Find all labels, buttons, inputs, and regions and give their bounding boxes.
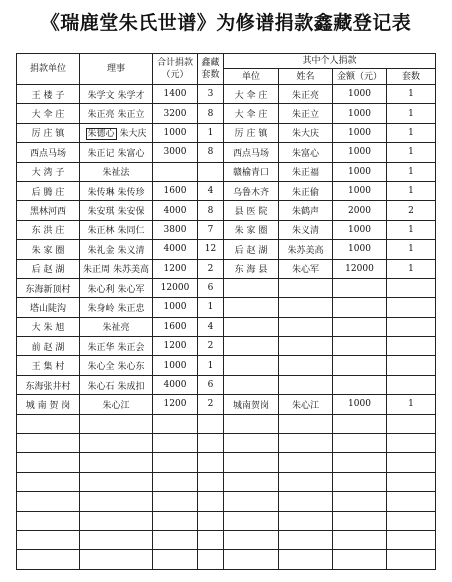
manager-name: 朱学文 <box>87 90 115 101</box>
table-row <box>17 356 436 375</box>
empty-cell <box>198 414 224 433</box>
cell-unit: 黑林河西 <box>17 201 80 220</box>
cell-managers <box>80 181 153 200</box>
manager-name: 朱祉法 <box>102 168 130 179</box>
empty-cell <box>153 492 198 511</box>
cell-sets: 6 <box>198 375 224 394</box>
empty-cell <box>387 550 436 569</box>
cell-managers <box>80 278 153 297</box>
cell-total: 1600 <box>153 317 198 336</box>
empty-cell <box>224 550 279 569</box>
table-row <box>17 240 436 259</box>
cell-i-unit: 后 赵 湖 <box>224 240 279 259</box>
cell-i-unit: 县 医 院 <box>224 201 279 220</box>
manager-name: 朱祉亮 <box>102 323 130 334</box>
cell-managers <box>80 220 153 239</box>
cell-sets: 3 <box>198 85 224 104</box>
empty-cell <box>198 434 224 453</box>
empty-cell <box>80 511 153 530</box>
manager-name: 朱大庆 <box>119 129 147 140</box>
cell-i-sets: 1 <box>387 123 436 142</box>
empty-cell <box>17 434 80 453</box>
manager-name: 朱身岭 <box>87 303 115 314</box>
table-row <box>17 162 436 181</box>
cell-i-unit <box>224 298 279 317</box>
header-sets-line2: 套数 <box>201 70 220 80</box>
cell-managers <box>80 395 153 414</box>
cell-total <box>153 162 198 181</box>
empty-cell <box>224 511 279 530</box>
cell-i-unit: 大 伞 庄 <box>224 85 279 104</box>
cell-managers <box>80 123 153 142</box>
table-row <box>17 104 436 123</box>
empty-cell <box>198 511 224 530</box>
cell-total: 1000 <box>153 356 198 375</box>
cell-sets: 2 <box>198 395 224 414</box>
cell-i-amount: 1000 <box>333 162 387 181</box>
header-i-name: 姓名 <box>279 69 333 85</box>
empty-row <box>17 530 436 549</box>
cell-unit: 城 南 贺 岗 <box>17 395 80 414</box>
cell-unit: 后 赵 湖 <box>17 259 80 278</box>
cell-sets: 1 <box>198 123 224 142</box>
empty-row <box>17 492 436 511</box>
manager-name: 朱富心 <box>117 148 145 159</box>
cell-sets: 12 <box>198 240 224 259</box>
empty-cell <box>17 414 80 433</box>
cell-sets: 4 <box>198 181 224 200</box>
cell-i-amount: 1000 <box>333 85 387 104</box>
manager-name: 朱正忠 <box>117 303 145 314</box>
cell-i-sets: 1 <box>387 143 436 162</box>
empty-cell <box>153 511 198 530</box>
cell-managers <box>80 375 153 394</box>
cell-sets: 8 <box>198 201 224 220</box>
table-row <box>17 375 436 394</box>
cell-i-name <box>279 356 333 375</box>
cell-i-name <box>279 278 333 297</box>
page-title: 《瑞鹿堂朱氏世谱》为修谱捐款鑫藏登记表 <box>40 12 412 34</box>
cell-total: 3200 <box>153 104 198 123</box>
manager-name: 朱心利 <box>87 284 115 295</box>
cell-i-unit: 赣榆青口 <box>224 162 279 181</box>
table-row <box>17 85 436 104</box>
empty-cell <box>333 530 387 549</box>
header-i-amount: 金额（元） <box>333 69 387 85</box>
cell-i-sets <box>387 298 436 317</box>
cell-i-amount: 1000 <box>333 220 387 239</box>
cell-managers <box>80 259 153 278</box>
cell-i-unit: 朱 家 圈 <box>224 220 279 239</box>
empty-cell <box>153 530 198 549</box>
empty-cell <box>279 550 333 569</box>
cell-i-sets: 2 <box>387 201 436 220</box>
cell-unit: 西点马场 <box>17 143 80 162</box>
cell-total: 1200 <box>153 395 198 414</box>
manager-name: 朱传琳 <box>87 187 115 198</box>
cell-i-name <box>279 298 333 317</box>
table-row <box>17 298 436 317</box>
cell-total: 1200 <box>153 337 198 356</box>
empty-row <box>17 414 436 433</box>
empty-cell <box>80 472 153 491</box>
cell-sets <box>198 162 224 181</box>
manager-name: 朱正华 <box>87 342 115 353</box>
cell-managers <box>80 143 153 162</box>
header-individual: 其中个人捐款 <box>224 54 436 69</box>
cell-i-name <box>279 375 333 394</box>
manager-name: 朱心江 <box>102 400 130 411</box>
cell-unit: 前 赵 湖 <box>17 337 80 356</box>
empty-cell <box>279 511 333 530</box>
cell-i-name: 朱正福 <box>279 162 333 181</box>
cell-i-name: 朱大庆 <box>279 123 333 142</box>
cell-i-unit <box>224 278 279 297</box>
table-row <box>17 259 436 278</box>
empty-cell <box>198 492 224 511</box>
cell-unit: 王 楼 子 <box>17 85 80 104</box>
empty-cell <box>333 492 387 511</box>
empty-cell <box>17 530 80 549</box>
cell-total: 1000 <box>153 123 198 142</box>
cell-managers <box>80 317 153 336</box>
cell-i-amount <box>333 337 387 356</box>
manager-name: 朱成扣 <box>117 381 145 392</box>
cell-managers <box>80 298 153 317</box>
empty-cell <box>153 472 198 491</box>
empty-cell <box>224 472 279 491</box>
table-row <box>17 123 436 142</box>
cell-i-amount <box>333 298 387 317</box>
empty-cell <box>279 453 333 472</box>
cell-total: 3000 <box>153 143 198 162</box>
manager-name: 朱正记 <box>87 148 115 159</box>
cell-i-amount: 1000 <box>333 104 387 123</box>
cell-total: 12000 <box>153 278 198 297</box>
empty-cell <box>387 492 436 511</box>
cell-sets: 8 <box>198 104 224 123</box>
manager-name: 朱心全 <box>87 362 115 373</box>
table-row <box>17 337 436 356</box>
cell-i-unit <box>224 317 279 336</box>
empty-cell <box>387 511 436 530</box>
cell-i-sets <box>387 375 436 394</box>
cell-i-sets <box>387 278 436 297</box>
cell-managers <box>80 356 153 375</box>
manager-name: 朱心军 <box>117 284 145 295</box>
cell-total: 1000 <box>153 298 198 317</box>
cell-unit: 王 集 村 <box>17 356 80 375</box>
cell-i-amount: 1000 <box>333 240 387 259</box>
cell-i-amount: 1000 <box>333 143 387 162</box>
header-managers: 理事 <box>80 54 153 85</box>
cell-i-amount: 1000 <box>333 123 387 142</box>
cell-i-name: 朱苏美高 <box>279 240 333 259</box>
empty-cell <box>224 530 279 549</box>
cell-i-amount: 1000 <box>333 395 387 414</box>
header-sets <box>198 54 224 85</box>
cell-i-unit: 厉 庄 镇 <box>224 123 279 142</box>
empty-cell <box>17 453 80 472</box>
cell-i-unit <box>224 375 279 394</box>
cell-sets: 4 <box>198 317 224 336</box>
cell-unit: 塔山陡沟 <box>17 298 80 317</box>
cell-i-amount <box>333 278 387 297</box>
empty-cell <box>198 472 224 491</box>
cell-total: 4000 <box>153 201 198 220</box>
table-row <box>17 201 436 220</box>
cell-i-amount: 12000 <box>333 259 387 278</box>
cell-sets: 7 <box>198 220 224 239</box>
manager-name: 朱同仁 <box>117 226 145 237</box>
empty-cell <box>224 414 279 433</box>
empty-cell <box>17 550 80 569</box>
table-row <box>17 395 436 414</box>
cell-i-name: 朱正偷 <box>279 181 333 200</box>
cell-i-name: 朱鹤声 <box>279 201 333 220</box>
cell-i-sets: 1 <box>387 85 436 104</box>
manager-name: 朱心东 <box>117 362 145 373</box>
empty-cell <box>224 434 279 453</box>
empty-cell <box>333 550 387 569</box>
cell-i-name: 朱心军 <box>279 259 333 278</box>
cell-i-unit: 城南贺岗 <box>224 395 279 414</box>
cell-total: 4000 <box>153 240 198 259</box>
empty-cell <box>333 472 387 491</box>
cell-sets: 2 <box>198 259 224 278</box>
manager-name: 朱安保 <box>117 207 145 218</box>
manager-name: 朱礼金 <box>87 245 115 256</box>
empty-cell <box>153 434 198 453</box>
empty-cell <box>279 472 333 491</box>
cell-managers <box>80 104 153 123</box>
cell-i-sets <box>387 317 436 336</box>
table-row <box>17 181 436 200</box>
empty-cell <box>387 530 436 549</box>
empty-cell <box>198 530 224 549</box>
manager-name: 朱安琪 <box>87 207 115 218</box>
header-total-line2: （元） <box>161 70 189 80</box>
empty-row <box>17 550 436 569</box>
manager-name: 朱德心 <box>87 129 115 140</box>
empty-row <box>17 472 436 491</box>
empty-cell <box>224 492 279 511</box>
table-row <box>17 220 436 239</box>
empty-cell <box>80 453 153 472</box>
cell-unit: 大 伞 庄 <box>17 104 80 123</box>
cell-i-sets: 1 <box>387 259 436 278</box>
cell-managers <box>80 85 153 104</box>
manager-name: 朱义清 <box>117 245 145 256</box>
cell-i-name: 朱富心 <box>279 143 333 162</box>
empty-cell <box>80 414 153 433</box>
empty-cell <box>279 530 333 549</box>
cell-unit: 大 湾 子 <box>17 162 80 181</box>
manager-name: 朱正林 <box>87 226 115 237</box>
empty-row <box>17 453 436 472</box>
cell-i-sets: 1 <box>387 181 436 200</box>
header-i-unit: 单位 <box>224 69 279 85</box>
table-row <box>17 278 436 297</box>
cell-i-unit <box>224 356 279 375</box>
empty-cell <box>80 492 153 511</box>
cell-unit: 后 腾 庄 <box>17 181 80 200</box>
manager-name: 朱传珍 <box>117 187 145 198</box>
cell-i-unit: 大 伞 庄 <box>224 104 279 123</box>
table-row <box>17 317 436 336</box>
cell-i-name <box>279 337 333 356</box>
cell-sets: 1 <box>198 356 224 375</box>
empty-cell <box>333 434 387 453</box>
empty-cell <box>387 453 436 472</box>
manager-name: 朱苏美高 <box>112 265 149 276</box>
cell-sets: 8 <box>198 143 224 162</box>
cell-i-amount: 2000 <box>333 201 387 220</box>
cell-i-sets: 1 <box>387 240 436 259</box>
empty-cell <box>333 414 387 433</box>
empty-cell <box>198 550 224 569</box>
empty-cell <box>198 453 224 472</box>
manager-name: 朱心石 <box>87 381 115 392</box>
cell-total: 1400 <box>153 85 198 104</box>
cell-unit: 东 洪 庄 <box>17 220 80 239</box>
header-i-sets: 套数 <box>387 69 436 85</box>
cell-total: 1600 <box>153 181 198 200</box>
empty-cell <box>17 492 80 511</box>
empty-cell <box>333 453 387 472</box>
empty-row <box>17 434 436 453</box>
cell-unit: 东海张井村 <box>17 375 80 394</box>
cell-i-amount <box>333 375 387 394</box>
cell-i-name: 朱正亮 <box>279 85 333 104</box>
header-sets-line1: 鑫藏 <box>201 58 220 68</box>
cell-i-sets <box>387 356 436 375</box>
empty-row <box>17 511 436 530</box>
cell-unit: 厉 庄 镇 <box>17 123 80 142</box>
donation-register-table <box>16 53 436 570</box>
header-unit: 捐款单位 <box>17 54 80 85</box>
empty-cell <box>153 550 198 569</box>
empty-cell <box>387 414 436 433</box>
empty-cell <box>153 414 198 433</box>
cell-unit: 朱 家 圈 <box>17 240 80 259</box>
manager-name: 朱正亮 <box>87 110 115 121</box>
cell-i-amount: 1000 <box>333 181 387 200</box>
cell-i-unit: 东 海 县 <box>224 259 279 278</box>
manager-name: 朱学才 <box>117 90 145 101</box>
cell-i-name <box>279 317 333 336</box>
empty-cell <box>387 434 436 453</box>
cell-i-sets: 1 <box>387 220 436 239</box>
cell-sets: 6 <box>198 278 224 297</box>
cell-i-unit: 西点马场 <box>224 143 279 162</box>
cell-total: 3800 <box>153 220 198 239</box>
empty-cell <box>153 453 198 472</box>
cell-i-name: 朱心江 <box>279 395 333 414</box>
manager-name: 朱正周 <box>83 265 111 276</box>
header-total-line1: 合计捐款 <box>156 58 193 68</box>
cell-managers <box>80 162 153 181</box>
cell-i-sets <box>387 337 436 356</box>
cell-i-unit: 乌鲁木齐 <box>224 181 279 200</box>
cell-managers <box>80 240 153 259</box>
cell-managers <box>80 337 153 356</box>
empty-cell <box>279 434 333 453</box>
empty-cell <box>387 472 436 491</box>
cell-total: 4000 <box>153 375 198 394</box>
empty-cell <box>80 434 153 453</box>
cell-i-name: 朱义清 <box>279 220 333 239</box>
empty-cell <box>333 511 387 530</box>
cell-i-name: 朱正立 <box>279 104 333 123</box>
table-row <box>17 143 436 162</box>
manager-name: 朱正立 <box>117 110 145 121</box>
cell-i-sets: 1 <box>387 395 436 414</box>
cell-unit: 大 朱 旭 <box>17 317 80 336</box>
empty-cell <box>80 550 153 569</box>
cell-i-amount <box>333 356 387 375</box>
cell-i-sets: 1 <box>387 104 436 123</box>
manager-name: 朱正会 <box>117 342 145 353</box>
cell-i-sets: 1 <box>387 162 436 181</box>
cell-i-amount <box>333 317 387 336</box>
cell-unit: 东海新顶村 <box>17 278 80 297</box>
empty-cell <box>80 530 153 549</box>
empty-cell <box>17 472 80 491</box>
cell-i-unit <box>224 337 279 356</box>
cell-total: 1200 <box>153 259 198 278</box>
empty-cell <box>224 453 279 472</box>
empty-cell <box>17 511 80 530</box>
cell-sets: 1 <box>198 298 224 317</box>
cell-sets: 2 <box>198 337 224 356</box>
empty-cell <box>279 414 333 433</box>
empty-cell <box>279 492 333 511</box>
cell-managers <box>80 201 153 220</box>
header-total <box>153 54 198 85</box>
